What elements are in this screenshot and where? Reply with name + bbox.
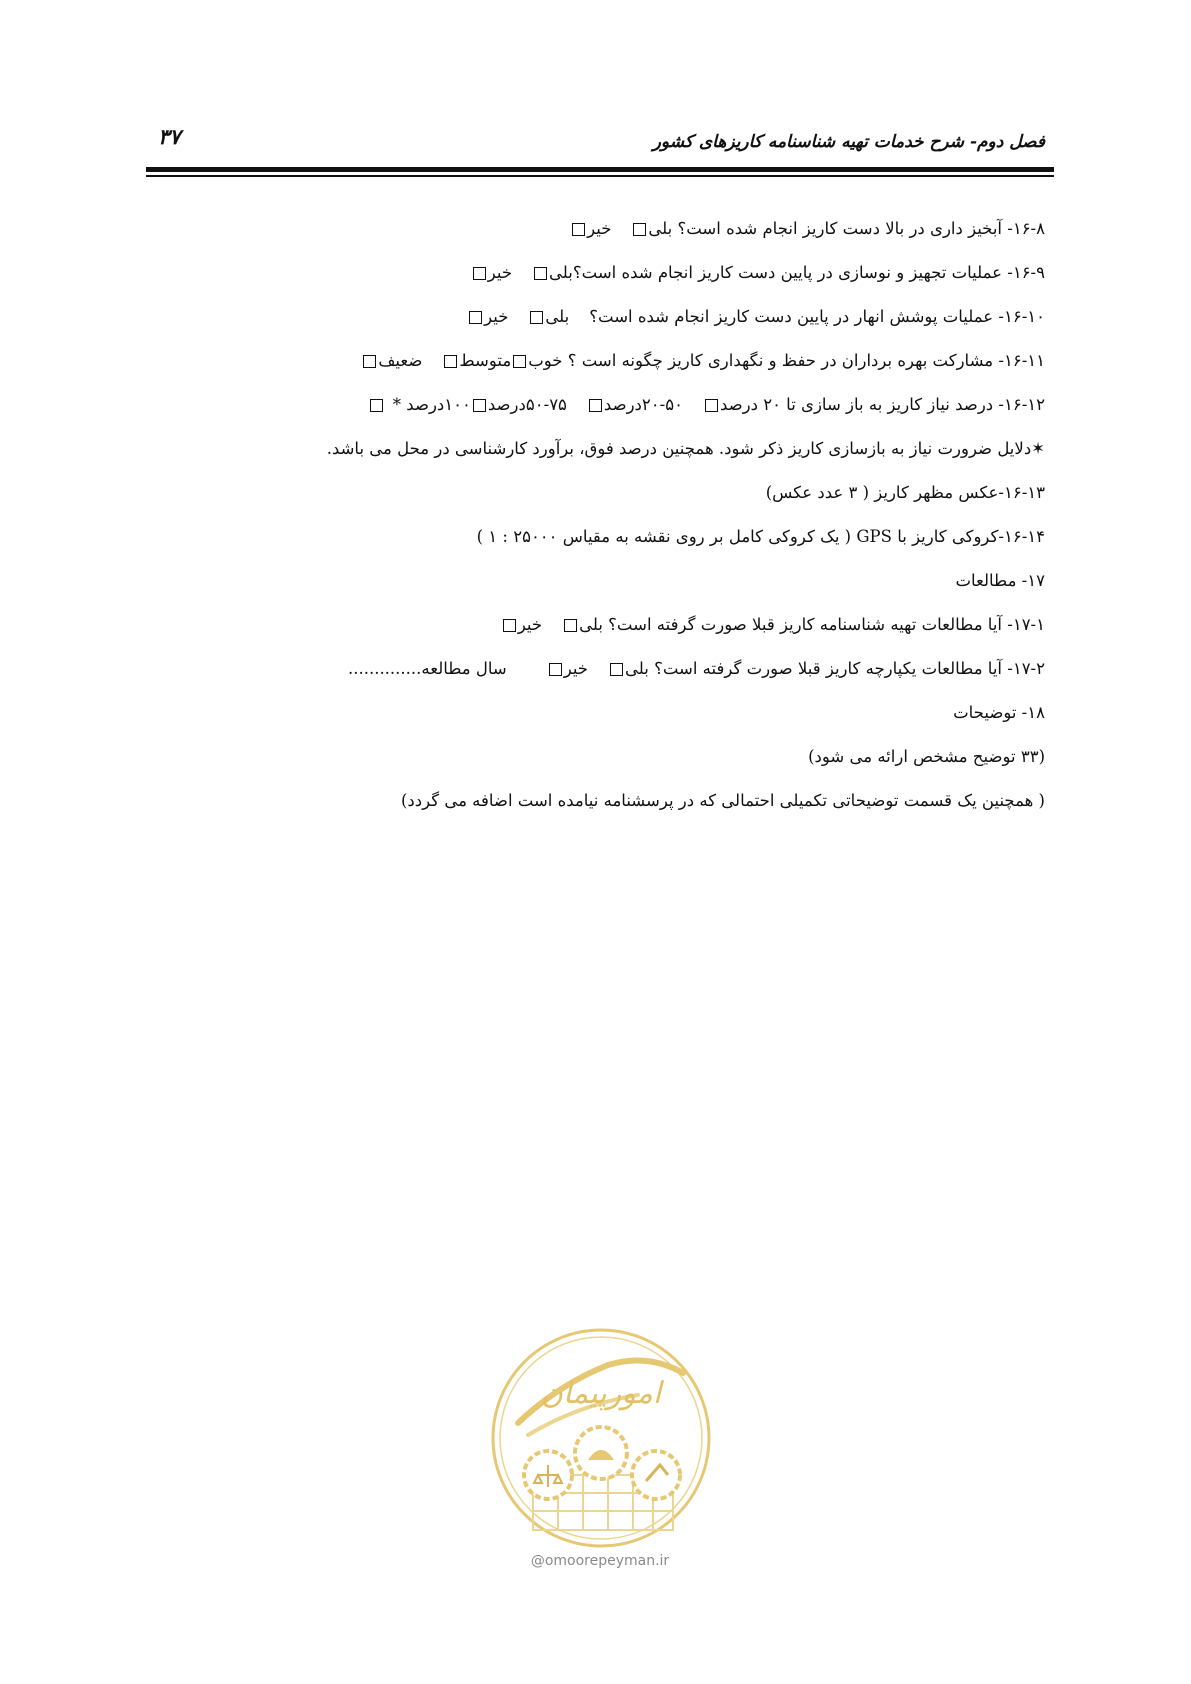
- item-16-8: ۱۶-۸- آبخیز داری در بالا دست کاریز انجام شده است؟ بلیخیر: [285, 214, 1045, 258]
- checkbox-yes[interactable]: [530, 311, 543, 324]
- item-17-2: ۱۷-۲- آیا مطالعات یکپارچه کاریز قبلا صورت گرفته است؟ بلیخیرسال مطالعه..............: [347, 659, 1045, 678]
- checkbox-no[interactable]: [473, 267, 486, 280]
- website-caption: @omoorepeyman.ir: [530, 1553, 670, 1569]
- note-33: (۳۳ توضیح مشخص ارائه می شود): [808, 747, 1045, 766]
- note-line: ✶دلایل ضرورت نیاز به بازسازی کاریز ذکر شود. همچنین درصد فوق، برآورد کارشناسی در محل می باشد.: [326, 439, 1045, 458]
- svg-text:امورپیمان: امورپیمان: [540, 1376, 662, 1411]
- section-18-heading: ۱۸- توضیحات: [953, 703, 1045, 722]
- page-number: ۳۷: [158, 124, 181, 149]
- item-16-11: ۱۶-۱۱- مشارکت بهره برداران در حفظ و نگهداری کاریز چگونه است ؟ خوبمتوسطضعیف: [285, 346, 1045, 390]
- item-16-10: ۱۶-۱۰- عملیات پوشش انهار در پایین دست کاریز انجام شده است؟بلیخیر: [285, 302, 1045, 346]
- omoorepeyman-seal-logo: [488, 1325, 714, 1551]
- checkbox-yes[interactable]: [534, 267, 547, 280]
- checkbox-weak[interactable]: [363, 355, 376, 368]
- checkbox-50-75[interactable]: [473, 399, 486, 412]
- chapter-header: فصل دوم- شرح خدمات تهیه شناسنامه کاریزهای کشور: [652, 132, 1045, 152]
- checkbox-medium[interactable]: [444, 355, 457, 368]
- checkbox-upto-20[interactable]: [705, 399, 718, 412]
- item-16-12: ۱۶-۱۲- درصد نیاز کاریز به باز سازی تا ۲۰ درصد۵۰-۲۰درصد۷۵-۵۰درصد۱۰۰درصد *: [285, 390, 1045, 434]
- checkbox-no[interactable]: [549, 663, 562, 676]
- header-rule-thin: [146, 175, 1054, 177]
- checkbox-yes[interactable]: [633, 223, 646, 236]
- star-icon: ✶: [1031, 439, 1045, 458]
- header-rule-thick: [146, 167, 1054, 172]
- study-year-field[interactable]: سال مطالعه..............: [347, 659, 507, 678]
- item-16-14: ۱۶-۱۴-کروکی کاریز با GPS ( یک کروکی کامل بر روی نقشه به مقیاس ۲۵۰۰۰ : ۱ ): [476, 527, 1045, 546]
- checkbox-no[interactable]: [469, 311, 482, 324]
- item-16-13: ۱۶-۱۳-عکس مظهر کاریز ( ۳ عدد عکس): [765, 483, 1045, 502]
- section-17-heading: ۱۷- مطالعات: [955, 571, 1045, 590]
- checkbox-good[interactable]: [513, 355, 526, 368]
- checkbox-no[interactable]: [572, 223, 585, 236]
- checkbox-yes[interactable]: [564, 619, 577, 632]
- document-body: [285, 214, 1045, 830]
- checkbox-yes[interactable]: [610, 663, 623, 676]
- item-16-9: ۱۶-۹- عملیات تجهیز و نوسازی در پایین دست کاریز انجام شده است؟بلیخیر: [285, 258, 1045, 302]
- checkbox-no[interactable]: [503, 619, 516, 632]
- item-17-1: ۱۷-۱- آیا مطالعات تهیه شناسنامه کاریز قبلا صورت گرفته است؟ بلیخیر: [285, 610, 1045, 654]
- checkbox-20-50[interactable]: [589, 399, 602, 412]
- checkbox-75-100[interactable]: [370, 399, 383, 412]
- note-additional: ( همچنین یک قسمت توضیحاتی تکمیلی احتمالی که در پرسشنامه نیامده است اضافه می گردد): [401, 791, 1045, 810]
